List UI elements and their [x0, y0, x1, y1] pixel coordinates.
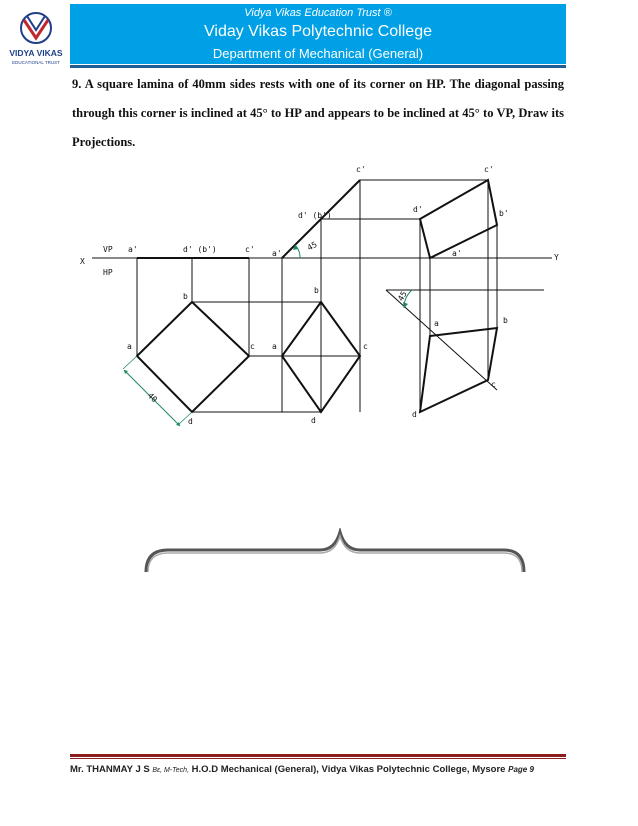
footer-rule-thin	[70, 758, 566, 759]
college-logo	[8, 8, 64, 68]
footer	[70, 764, 566, 775]
question-text: 9. A square lamina of 40mm sides rests with one of its corner on HP. The diagonal passing through this corner is inclined at 45° to HP and appears to be inclined at 45° to VP, Draw its Projections.	[72, 77, 564, 149]
footer-rule	[70, 754, 566, 757]
decorative-brace	[140, 528, 530, 576]
label-b: b	[183, 292, 188, 301]
author-qualifications: Bε, M-Tech,	[152, 767, 190, 774]
angle-label: 45	[396, 289, 409, 303]
angle-label: 45	[305, 239, 319, 253]
stage3-top-view	[420, 328, 497, 412]
label-db1b: d' (b')	[298, 211, 332, 220]
label-c1: c'	[245, 245, 255, 254]
label-a1c: a'	[452, 249, 462, 258]
stage3-front-view	[420, 180, 497, 258]
label-d2: d	[311, 416, 316, 425]
vp-label: VP	[103, 245, 113, 254]
label-d3: d	[412, 410, 417, 419]
y-label: Y	[554, 253, 559, 262]
label-c3: c	[491, 380, 496, 389]
logo-subtext: EDUCATIONAL TRUST	[12, 60, 60, 65]
drawing-canvas	[0, 150, 638, 450]
label-c1c: c'	[484, 165, 494, 174]
department-name: Department of Mechanical (General)	[212, 46, 424, 61]
label-b3: b	[503, 316, 508, 325]
college-name: Viday Vikas Polytechnic College	[204, 23, 432, 40]
author-role: H.O.D Mechanical (General), Vidya Vikas Polytechnic College, Mysore	[191, 764, 506, 775]
logo-text: VIDYA VIKAS	[9, 48, 63, 58]
header-rule	[70, 65, 566, 68]
label-c: c	[250, 342, 255, 351]
label-b1c: b'	[499, 209, 509, 218]
label-d1c: d'	[413, 205, 423, 214]
label-d: d	[188, 417, 193, 426]
label-db1: d' (b')	[183, 245, 217, 254]
header-band	[70, 4, 566, 64]
trust-name: Vidya Vikas Education Trust ®	[244, 7, 392, 19]
projection-drawing	[0, 150, 638, 450]
x-label: X	[80, 257, 85, 266]
label-a2: a	[272, 342, 277, 351]
label-c2: c	[363, 342, 368, 351]
label-c1b: c'	[356, 165, 366, 174]
label-a: a	[127, 342, 132, 351]
label-a3: a	[434, 319, 439, 328]
label-b2: b	[314, 286, 319, 295]
author-name: Mr. THANMAY J S	[70, 764, 150, 775]
page-number: Page 9	[508, 765, 534, 774]
label-a1b: a'	[272, 249, 282, 258]
hp-label: HP	[103, 268, 113, 277]
dimension-label: 40	[145, 391, 159, 405]
inclined-line	[386, 290, 497, 390]
label-a1: a'	[128, 245, 138, 254]
